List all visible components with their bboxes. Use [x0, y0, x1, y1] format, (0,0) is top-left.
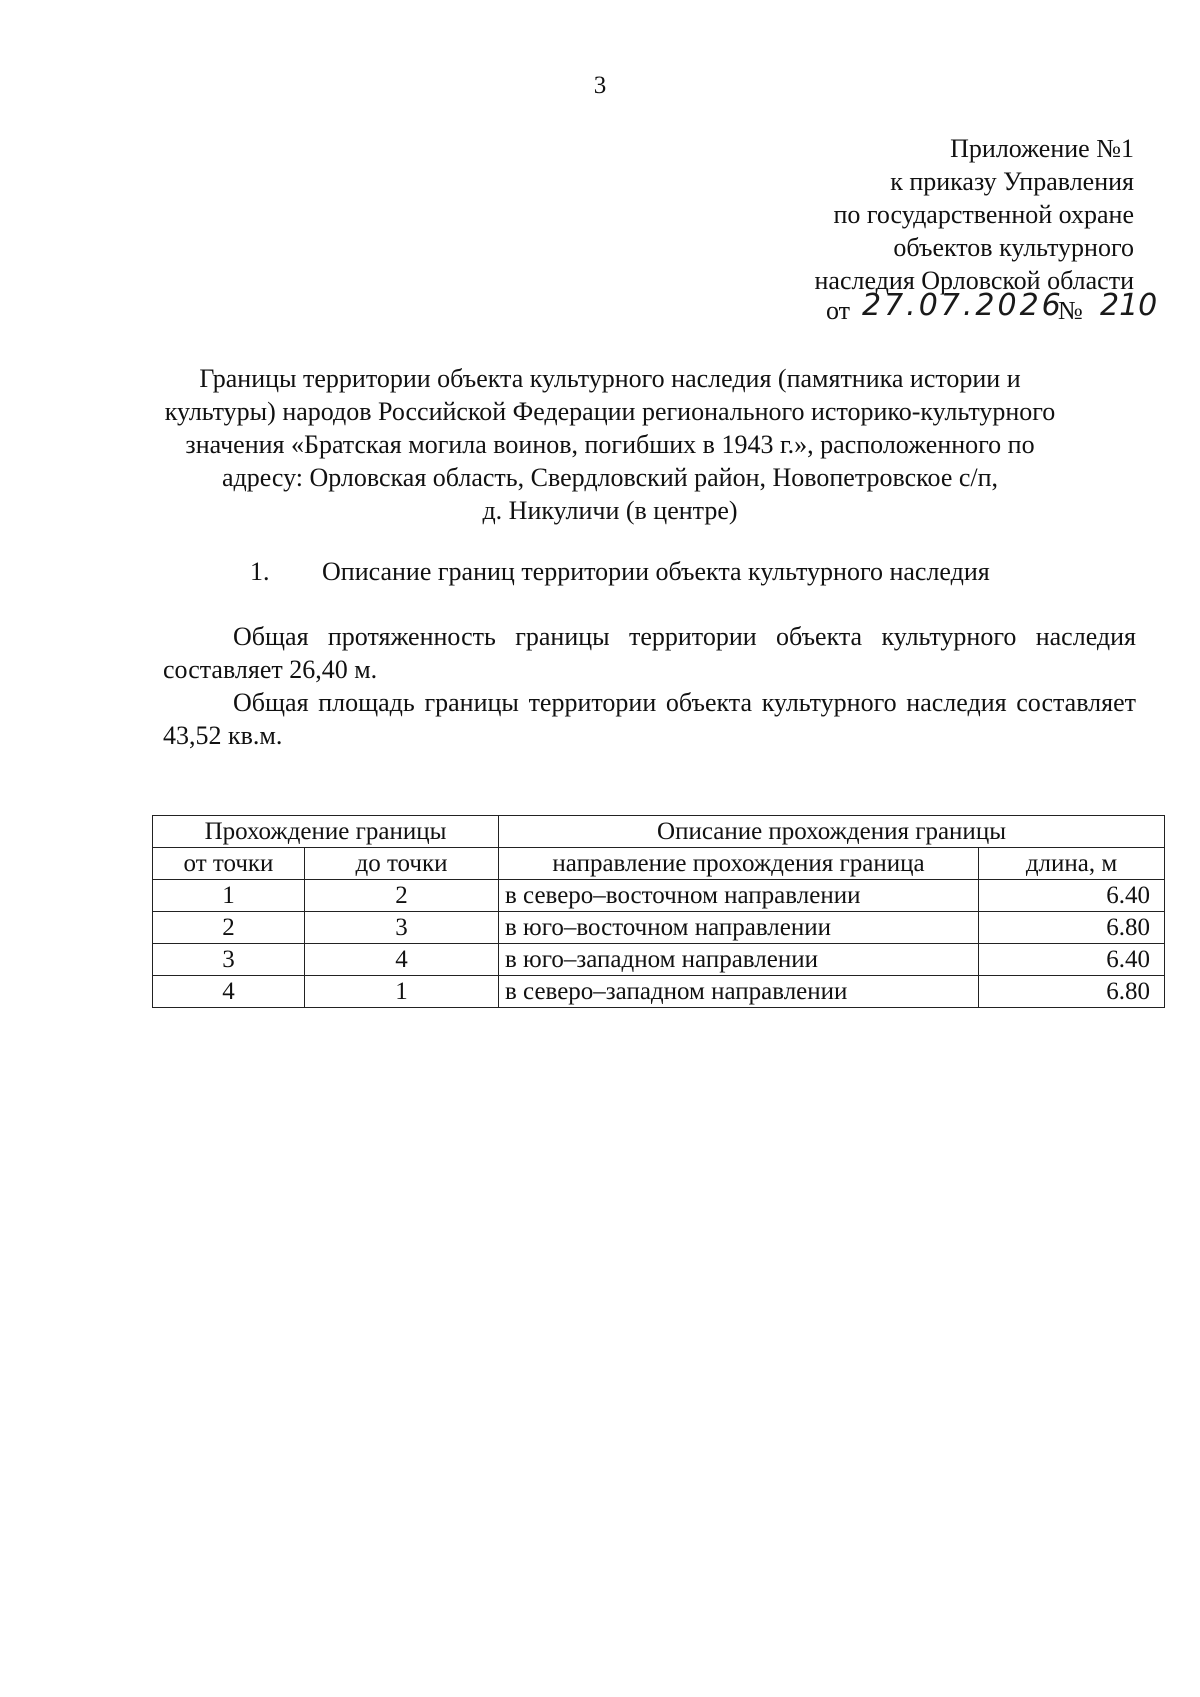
order-date-handwritten: 27.07.2026: [862, 288, 1064, 323]
boundary-table: [152, 815, 1165, 1008]
paragraph-total-area: [163, 686, 1136, 752]
order-date-label: от: [826, 296, 851, 325]
paragraph-text: Общая площадь границы территории объекта культурного наследия составляет 43,52 кв.м.: [163, 688, 1136, 750]
table-group-header-row: [153, 816, 1165, 848]
title-line: значения «Братская могила воинов, погибших в 1943 г.», расположенного по: [185, 430, 1035, 459]
header-to-point: до точки: [305, 848, 499, 880]
cell-from: 4: [153, 976, 305, 1008]
appendix-header: [815, 132, 1134, 297]
cell-from: 3: [153, 944, 305, 976]
cell-to: 4: [305, 944, 499, 976]
header-length: длина, м: [979, 848, 1165, 880]
cell-length: 6.40: [979, 880, 1165, 912]
order-number-sign: №: [1058, 296, 1083, 325]
appendix-line: Приложение №1: [950, 134, 1134, 163]
cell-direction: в северо–западном направлении: [499, 976, 979, 1008]
section-number: 1.: [250, 557, 270, 586]
table-row: [153, 976, 1165, 1008]
cell-direction: в юго–западном направлении: [499, 944, 979, 976]
cell-direction: в юго–восточном направлении: [499, 912, 979, 944]
cell-length: 6.40: [979, 944, 1165, 976]
order-date-number-line: [826, 288, 1158, 332]
title-line: культуры) народов Российской Федерации регионального историко-культурного: [164, 397, 1056, 426]
cell-from: 1: [153, 880, 305, 912]
header-boundary-passage: Прохождение границы: [153, 816, 499, 848]
table-header-row: [153, 848, 1165, 880]
section-heading: [250, 557, 990, 587]
cell-from: 2: [153, 912, 305, 944]
appendix-line: к приказу Управления: [890, 167, 1134, 196]
title-line: адресу: Орловская область, Свердловский район, Новопетровское с/п,: [221, 463, 999, 492]
document-title: [130, 362, 1090, 527]
page-number: 3: [593, 72, 607, 99]
cell-direction: в северо–восточном направлении: [499, 880, 979, 912]
table-row: [153, 944, 1165, 976]
cell-to: 2: [305, 880, 499, 912]
section-heading-text: Описание границ территории объекта культурного наследия: [322, 557, 990, 586]
appendix-line: объектов культурного: [893, 233, 1134, 262]
paragraph-text: Общая протяженность границы территории объекта культурного наследия составляет 26,40 м.: [163, 622, 1136, 684]
title-line: Границы территории объекта культурного наследия (памятника истории и: [199, 364, 1021, 393]
table-row: [153, 912, 1165, 944]
title-line: д. Никуличи (в центре): [482, 496, 738, 525]
header-direction: направление прохождения граница: [499, 848, 979, 880]
cell-to: 1: [305, 976, 499, 1008]
cell-length: 6.80: [979, 976, 1165, 1008]
appendix-line: по государственной охране: [833, 200, 1134, 229]
table-row: [153, 880, 1165, 912]
cell-to: 3: [305, 912, 499, 944]
cell-length: 6.80: [979, 912, 1165, 944]
header-boundary-description: Описание прохождения границы: [499, 816, 1165, 848]
header-from-point: от точки: [153, 848, 305, 880]
order-number-handwritten: 210: [1100, 288, 1158, 323]
paragraph-total-length: [163, 620, 1136, 686]
appendix-line: наследия Орловской области: [814, 266, 1134, 295]
